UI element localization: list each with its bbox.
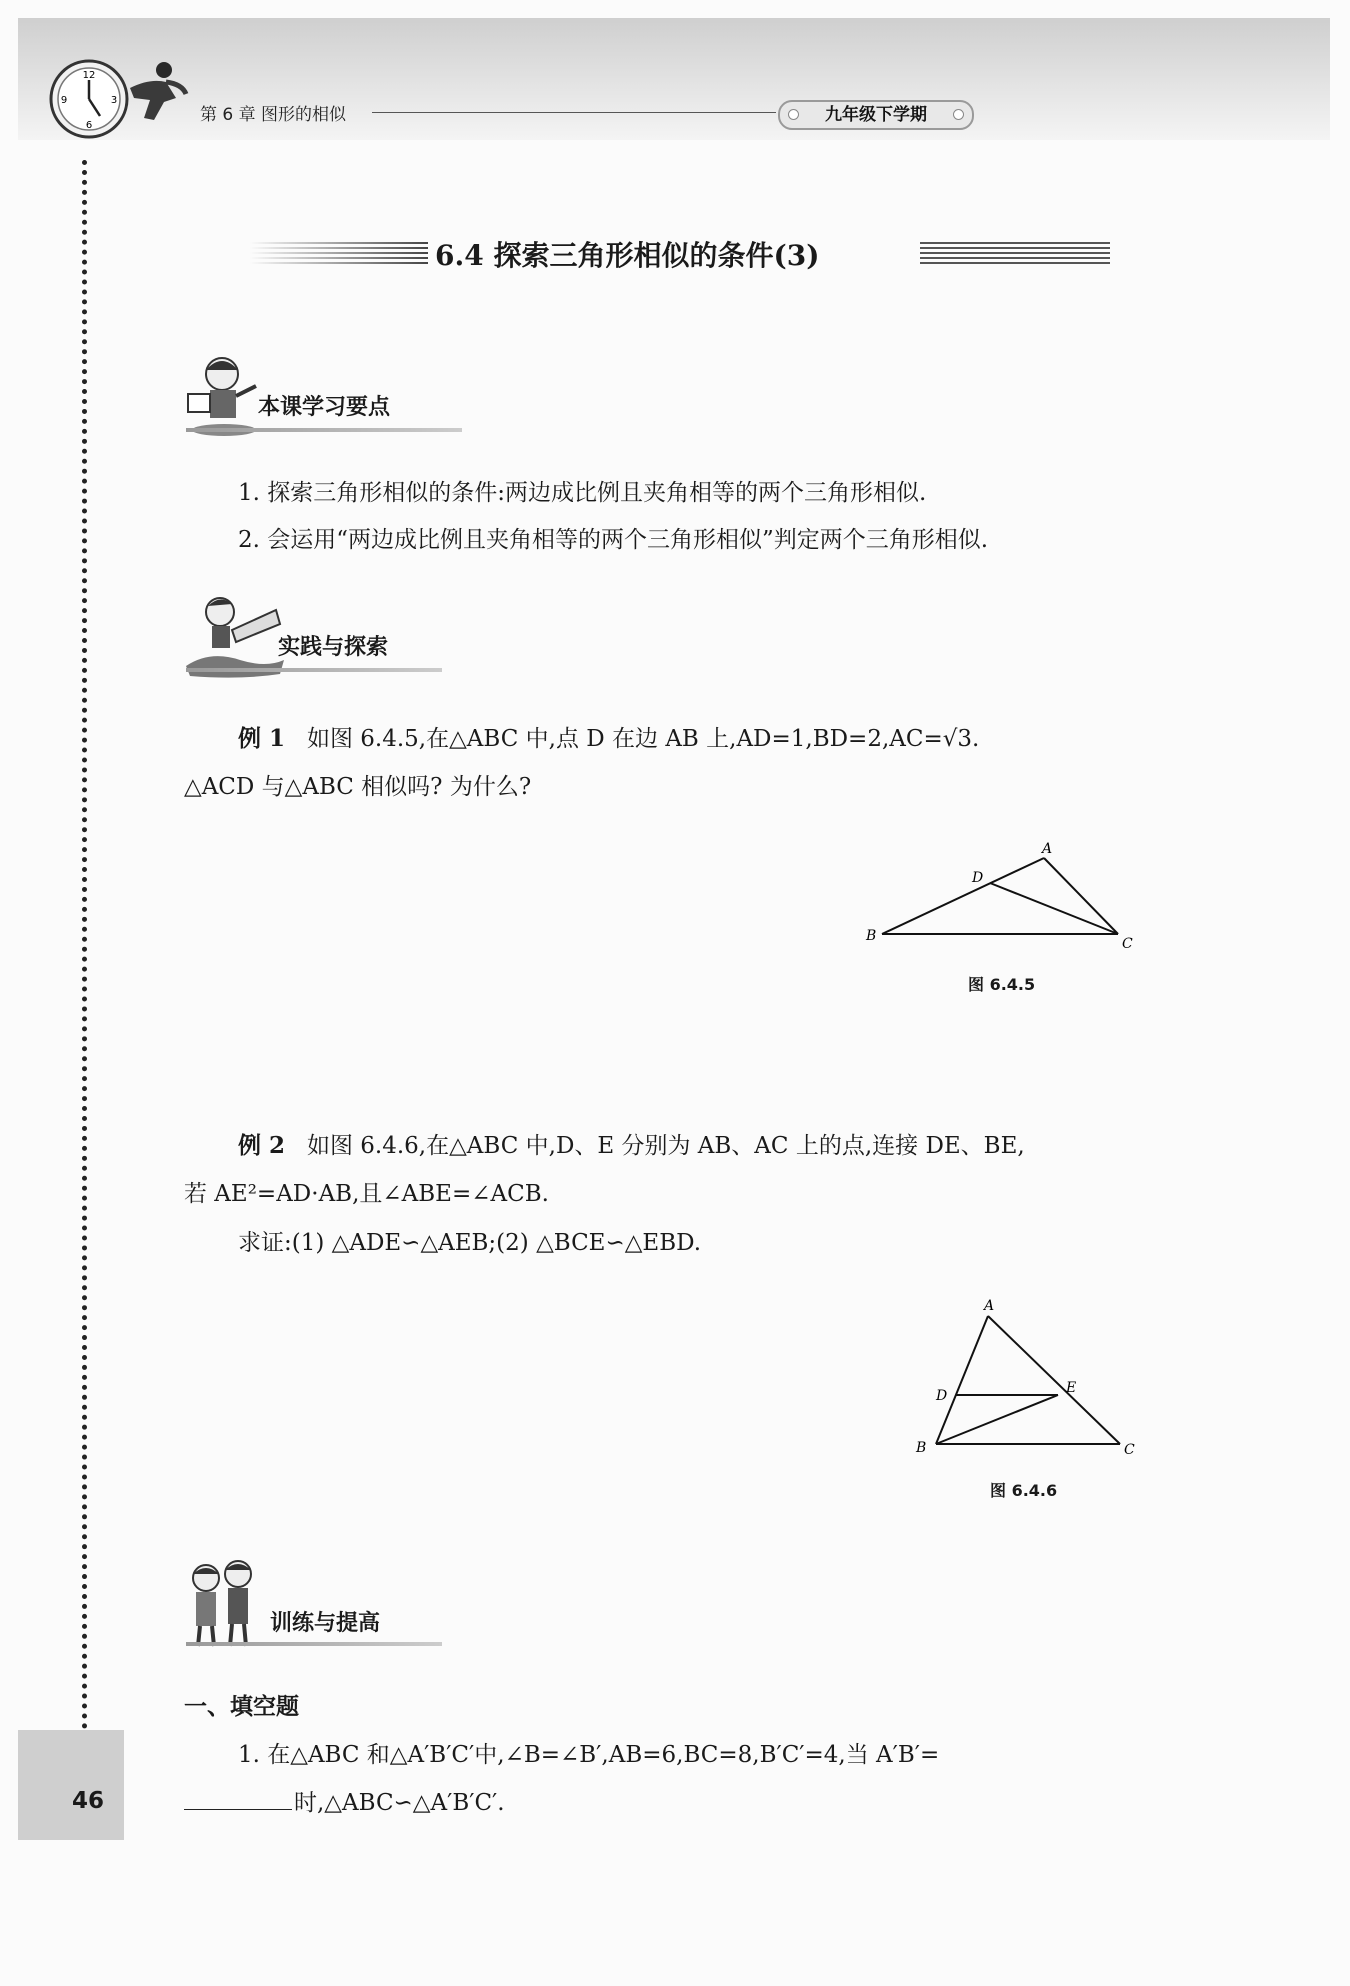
vertex-label: C — [1122, 936, 1133, 952]
vertex-label: B — [866, 928, 877, 944]
example-2-text: 如图 6.4.6,在△ABC 中,D、E 分别为 AB、AC 上的点,连接 DE、BE, — [306, 1133, 1025, 1159]
key-point-2: 2. 会运用“两边成比例且夹角相等的两个三角形相似”判定两个三角形相似. — [238, 527, 989, 553]
title-stripes-right — [920, 242, 1110, 264]
vertex-label: A — [984, 1298, 995, 1314]
example-2-line-1 — [238, 1134, 1025, 1158]
runner-icon — [120, 58, 190, 128]
heading-underline — [186, 1642, 442, 1646]
section-title-bar — [250, 234, 1110, 274]
example-2-line-2: 若 AE²=AD·AB,且∠ABE=∠ACB. — [184, 1181, 549, 1207]
clock-number: 9 — [60, 95, 68, 106]
key-point-1: 1. 探索三角形相似的条件:两边成比例且夹角相等的两个三角形相似. — [238, 480, 927, 506]
answer-blank[interactable] — [184, 1809, 292, 1810]
title-stripes-left — [250, 242, 428, 264]
pill-dot-right — [953, 109, 964, 120]
page-number: 46 — [72, 1788, 105, 1814]
example-1-text: 如图 6.4.5,在△ABC 中,点 D 在边 AB 上,AD=1,BD=2,AC=√3. — [306, 726, 980, 752]
clock-number: 3 — [110, 95, 118, 106]
example-1-line-1 — [238, 727, 979, 751]
chapter-label: 第 6 章 图形的相似 — [200, 105, 347, 125]
heading-practice: 实践与探索 — [278, 635, 389, 660]
heading-training: 训练与提高 — [270, 1611, 381, 1636]
heading-underline — [186, 428, 462, 432]
figure-6-4-5 — [858, 838, 1148, 958]
vertex-label: A — [1042, 841, 1053, 857]
question-1-line-2 — [184, 1792, 505, 1815]
header-rule — [372, 112, 776, 113]
heading-key-points: 本课学习要点 — [258, 395, 391, 420]
vertex-label: C — [1124, 1442, 1135, 1458]
example-1-label: 例 1 — [238, 725, 286, 752]
vertex-label: E — [1066, 1380, 1077, 1396]
part-1-title: 一、填空题 — [184, 1694, 299, 1720]
pill-dot-left — [788, 109, 799, 120]
page-number-box — [18, 1730, 124, 1840]
margin-dotted-line — [82, 160, 87, 1730]
figure-caption: 图 6.4.6 — [990, 1481, 1058, 1500]
reading-student-icon — [180, 350, 262, 438]
question-1-tail: 时,△ABC∽△A′B′C′. — [294, 1790, 505, 1816]
grade-label: 九年级下学期 — [825, 105, 927, 125]
clock-icon — [48, 58, 130, 140]
grade-badge — [778, 100, 974, 130]
vertex-label: B — [916, 1440, 927, 1456]
vertex-label: D — [972, 870, 984, 886]
vertex-label: D — [936, 1388, 948, 1404]
question-1-line-1: 1. 在△ABC 和△A′B′C′中,∠B=∠B′,AB=6,BC=8,B′C′=4,当 A′B′= — [238, 1742, 940, 1768]
example-2-label: 例 2 — [238, 1132, 286, 1159]
clock-number: 12 — [82, 70, 96, 81]
two-students-icon — [180, 1556, 266, 1652]
example-2-line-3: 求证:(1) △ADE∽△AEB;(2) △BCE∽△EBD. — [238, 1230, 702, 1256]
clock-number: 6 — [85, 120, 93, 131]
heading-underline — [186, 668, 442, 672]
figure-caption: 图 6.4.5 — [968, 975, 1036, 994]
figure-6-4-6 — [910, 1296, 1150, 1464]
example-1-line-2: △ACD 与△ABC 相似吗? 为什么? — [184, 774, 532, 800]
section-title: 6.4 探索三角形相似的条件(3) — [435, 239, 820, 272]
